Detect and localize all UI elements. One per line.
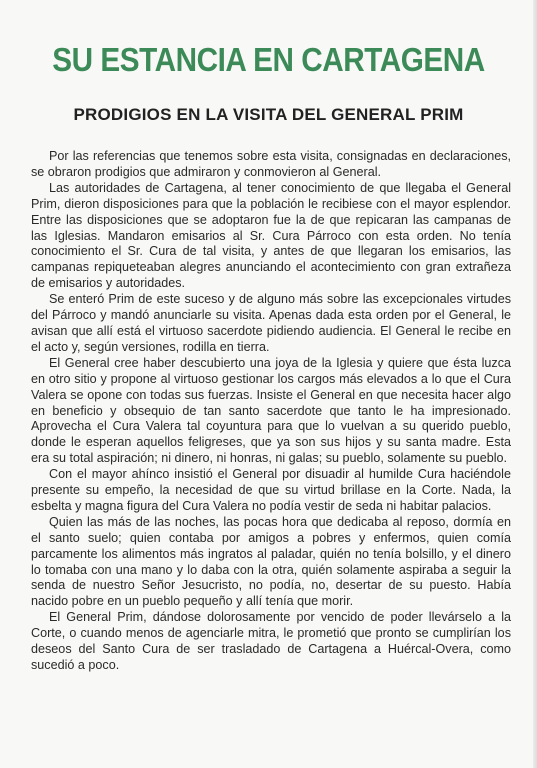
paragraph: El General Prim, dándose dolorosamente por vencido de poder llevárselo a la Corte, o cuando menos de agenciarle mitra, le prometió que pronto se cumplirían los deseos del Santo Cura de ser trasladado de Cartagena a Huércal-Overa, como sucedió a poco. (31, 610, 511, 672)
page-subtitle: PRODIGIOS EN LA VISITA DEL GENERAL PRIM (73, 105, 464, 124)
page-title: SU ESTANCIA EN CARTAGENA (52, 41, 485, 78)
paragraph: Por las referencias que tenemos sobre esta visita, consignadas en declaraciones, se obraron prodigios que admiraron y conmovieron al General. (31, 149, 511, 179)
paragraph: Las autoridades de Cartagena, al tener conocimiento de que llegaba el General Prim, dieron disposiciones para que la población le recibiese con el mayor esplendor. Entre las disposiciones que se adoptaron fue la de que repicaran las campanas de las Iglesias. Mandaron emisarios al Sr. Cura Párroco con esta orden. No tenía conocimiento el Sr. Cura de tal visita, y antes de que llegaran los emisarios, las campanas repiqueteaban alegres anunciando el acontecimiento con gran extrañeza de emisarios y autoridades. (31, 180, 511, 291)
paragraph: El General cree haber descubierto una joya de la Iglesia y quiere que ésta luzca en otro sitio y propone al virtuoso gestionar los cargos más elevados a lo que el Cura Valera se opone con todas sus fuerzas. Insiste el General en que necesita hacer algo en beneficio y obsequio de tan santo sacerdote que tanto le ha impresionado. Aprovecha el Cura Valera tal coyuntura para que lo vuelvan a su querido pueblo, donde le esperan aquellos feligreses, que ya son sus hijos y su santa madre. Esta era su total aspiración; ni dinero, ni honras, ni galas; su pueblo, solamente su pueblo. (31, 355, 511, 466)
paragraph: Con el mayor ahínco insistió el General por disuadir al humilde Cura haciéndole presente su empeño, la necesidad de que su virtud brillase en la Corte. Nada, la esbelta y magna figura del Cura Valera no podía vestir de seda ni habitar palacios. (31, 467, 511, 513)
article-body (31, 149, 511, 674)
paragraph: Quien las más de las noches, las pocas hora que dedicaba al reposo, dormía en el santo suelo; quien contaba por amigos a pobres y enfermos, quien comía parcamente los alimentos más ingratos al paladar, quién no tenía bolsillo, y el dinero lo tomaba con una mano y lo daba con la otra, quién solamente aspiraba a seguir la senda de nuestro Señor Jesucristo, no podía, no, desertar de su puesto. Había nacido pobre en un pueblo pequeño y allí tenía que morir. (31, 514, 511, 609)
page-edge-shadow (533, 0, 537, 768)
paragraph: Se enteró Prim de este suceso y de alguno más sobre las excepcionales virtudes del Párroco y mandó anunciarle su visita. Apenas dada esta orden por el General, le avisan que allí está el virtuoso sacerdote pidiendo audiencia. El General le recibe en el acto y, según versiones, rodilla en tierra. (31, 292, 511, 354)
